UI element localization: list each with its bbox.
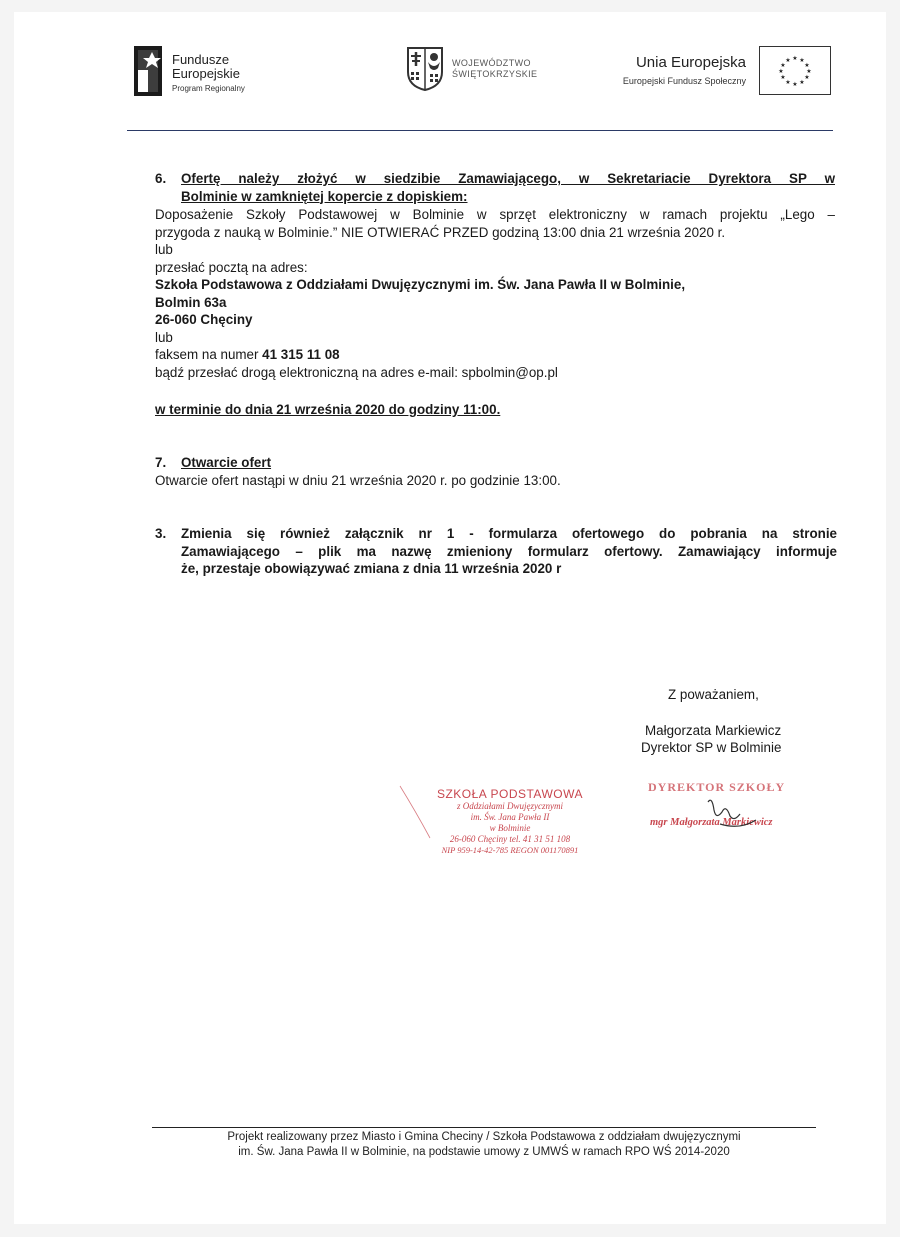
fe-subtitle: Program Regionalny xyxy=(172,84,245,93)
section-6-heading xyxy=(155,170,835,205)
section-6-or-2: lub xyxy=(155,329,173,345)
school-stamp-line2: z Oddziałami Dwujęzycznymi xyxy=(457,801,563,811)
section-6-or-1: lub xyxy=(155,242,173,257)
section-6-title-line1: Ofertę należy złożyć w siedzibie Zamawiającego, w Sekretariacie Dyrektora SP w xyxy=(181,171,835,186)
section-3-line2: Zamawiającego – plik ma nazwę zmieniony formularz ofertowy. Zamawiający informuje xyxy=(181,543,837,559)
address-line-3: 26-060 Chęciny xyxy=(155,312,253,327)
wojewodztwo-text xyxy=(452,58,537,80)
closing-regards: Z poważaniem, xyxy=(668,687,759,702)
footer-rule xyxy=(152,1127,816,1128)
eu-flag-icon xyxy=(759,46,831,95)
fax-line xyxy=(155,346,835,364)
woj-line1: WOJEWÓDZTWO xyxy=(452,58,531,68)
fax-prefix: faksem na numer xyxy=(155,347,263,362)
svg-text:★: ★ xyxy=(780,74,786,81)
address-line-1: Szkoła Podstawowa z Oddziałami Dwujęzycznymi im. Św. Jana Pawła II w Bolminie, xyxy=(155,277,686,292)
section-6-desc-line1: Doposażenie Szkoły Podstawowej w Bolminie w sprzęt elektroniczny w ramach projektu „Lego – xyxy=(155,207,835,222)
header-rule xyxy=(127,130,833,131)
section-6-title-line2: Bolminie w zamkniętej kopercie z dopiskiem: xyxy=(181,188,468,204)
svg-text:★: ★ xyxy=(778,68,784,75)
school-stamp-line1: SZKOŁA PODSTAWOWA xyxy=(436,787,584,801)
address-line-2: Bolmin 63a xyxy=(155,294,227,310)
svg-text:★: ★ xyxy=(804,62,810,69)
signatory-name: Małgorzata Markiewicz xyxy=(645,723,782,738)
section-7-heading xyxy=(155,454,271,472)
fe-line2: Europejskie xyxy=(172,66,240,81)
svg-text:★: ★ xyxy=(792,81,798,88)
section-3-line1: Zmienia się również załącznik nr 1 - formularza ofertowego do pobrania na stronie xyxy=(181,526,837,541)
section-3-line3: że, przestaje obowiązywać zmiana z dnia 11 września 2020 r xyxy=(181,561,562,576)
section-7-title: Otwarcie ofert xyxy=(181,455,272,470)
svg-text:★: ★ xyxy=(806,68,812,75)
woj-line2: ŚWIĘTOKRZYSKIE xyxy=(452,69,538,79)
eu-subtitle: Europejski Fundusz Społeczny xyxy=(622,76,746,86)
deadline-line: w terminie do dnia 21 września 2020 do godziny 11:00. xyxy=(155,402,501,417)
section-6-number: 6. xyxy=(155,171,167,186)
svg-text:★: ★ xyxy=(804,74,810,81)
section-3-block xyxy=(155,525,837,578)
director-stamp-title: DYREKTOR SZKOŁY xyxy=(648,780,786,794)
section-6-post-intro: przesłać pocztą na adres: xyxy=(155,259,308,275)
school-stamp-line6: NIP 959-14-42-785 REGON 001170891 xyxy=(441,845,579,855)
svg-text:★: ★ xyxy=(785,57,791,64)
svg-text:★: ★ xyxy=(799,57,805,64)
svg-text:★: ★ xyxy=(792,55,798,62)
school-stamp-line5: 26-060 Chęciny tel. 41 31 51 108 xyxy=(449,834,571,844)
signatory-role: Dyrektor SP w Bolminie xyxy=(641,740,782,755)
director-stamp-name: mgr Małgorzata Markiewicz xyxy=(650,817,773,828)
school-stamp-line4: w Bolminie xyxy=(489,823,531,833)
fax-number: 41 315 11 08 xyxy=(262,347,340,362)
svg-text:★: ★ xyxy=(799,79,805,86)
eu-title: Unia Europejska xyxy=(635,54,746,71)
fe-logo-text xyxy=(172,53,240,81)
footer-line1: Projekt realizowany przez Miasto i Gmina Checiny / Szkoła Podstawowa z oddziałam dwujęzycznymi xyxy=(227,1131,741,1143)
fe-line1: Fundusze xyxy=(172,52,230,67)
section-6-body xyxy=(155,206,835,381)
svg-text:★: ★ xyxy=(780,62,786,69)
footer-line2: im. Św. Jana Pawła II w Bolminie, na podstawie umowy z UMWŚ w ramach RPO WŚ 2014-2020 xyxy=(238,1146,730,1158)
fundusze-europejskie-logo-icon xyxy=(134,46,162,96)
director-signature xyxy=(700,792,760,832)
footer xyxy=(152,1130,816,1160)
swietokrzyskie-crest-icon xyxy=(406,46,444,92)
signature-stroke-left xyxy=(396,782,436,842)
section-6-desc-line2: przygoda z nauką w Bolminie.” NIE OTWIERAĆ PRZED godziną 13:00 dnia 21 września 2020 r. xyxy=(155,224,726,240)
section-7-number: 7. xyxy=(155,455,167,470)
email-line: bądź przesłać drogą elektroniczną na adres e-mail: spbolmin@op.pl xyxy=(155,364,558,380)
section-3-number: 3. xyxy=(155,526,167,541)
section-7-text: Otwarcie ofert nastąpi w dniu 21 września 2020 r. po godzinie 13:00. xyxy=(155,473,561,488)
svg-text:★: ★ xyxy=(785,79,791,86)
school-stamp-line3: im. Św. Jana Pawła II xyxy=(470,812,550,822)
